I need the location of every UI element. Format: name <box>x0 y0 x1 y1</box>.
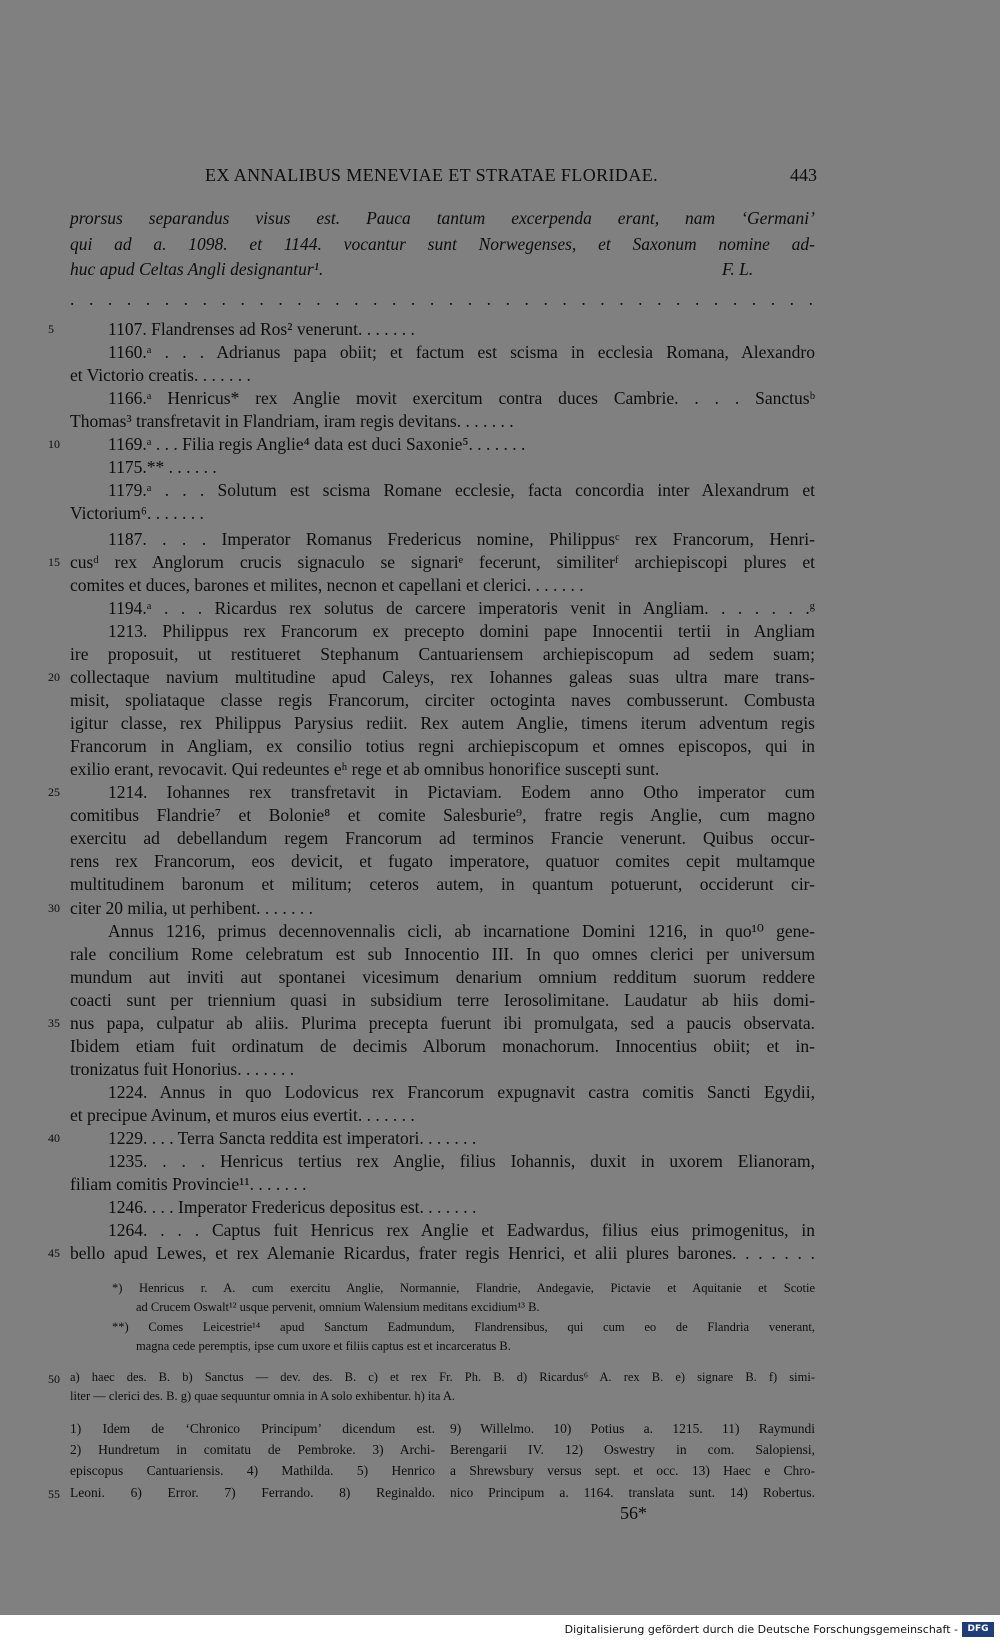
line-number: 30 <box>48 901 60 915</box>
footnote-left: episcopus Cantuariensis. 4) Mathilda. 5) Henrico <box>70 1463 435 1478</box>
dfg-logo-icon: DFG <box>962 1622 994 1637</box>
text-line: comites et duces, barones et milites, necnon et capellani et clerici. . . . . . . <box>70 575 584 595</box>
text-line: 1235. . . . Henricus tertius rex Anglie, filius Iohannis, duxit in uxorem Elianoram, <box>108 1151 815 1171</box>
text-line: mundum aut inviti aut spontanei vicesimum denarium omnium redditum suorum reddere <box>70 967 815 987</box>
line-number: 15 <box>48 555 60 569</box>
footnote-right: a Shrewsbury versus sept. et occ. 13) Haec e Chro- <box>450 1463 815 1478</box>
text-line: 1214. Iohannes rex transfretavit in Pictaviam. Eodem anno Otho imperator cum <box>108 782 815 802</box>
intro-line: prorsus separandus visus est. Pauca tantum excerpenda erant, nam ‘Germani’ <box>70 208 815 228</box>
text-line: 1224. Annus in quo Lodovicus rex Francorum expugnavit castra comitis Sancti Egydii, <box>108 1082 815 1102</box>
text-line: Victorium⁶. . . . . . . <box>70 503 204 523</box>
text-line: et Victorio creatis. . . . . . . <box>70 365 251 385</box>
text-line: ire proposuit, ut restitueret Stephanum Cantuariensem archiepiscopum ad sedem suam; <box>70 644 815 664</box>
footnote-left: 1) Idem de ‘Chronico Principum’ dicendum est. <box>70 1421 435 1436</box>
variant-note: a) haec des. B. b) Sanctus — dev. des. B. c) et rex Fr. Ph. B. d) Ricardus⁶ A. rex B. e) signare B. f) simi- <box>70 1370 815 1384</box>
text-line: 1213. Philippus rex Francorum ex precepto domini pape Innocentii tertii in Angliam <box>108 621 815 641</box>
text-line: exilio erant, revocavit. Qui redeuntes eʰ rege et ab omnibus honorifice suscepti sunt. <box>70 759 660 779</box>
footnote-right: nico Principum a. 1164. translata sunt. 14) Robertus. <box>450 1485 815 1500</box>
header-title: EX ANNALIBUS MENEVIAE ET STRATAE FLORIDAE. <box>205 165 659 185</box>
omission-dots: . . . . . . . . . . . . . . . . . . . . . . . . . . . . . . . . . . . . . . . . <box>70 289 815 309</box>
digitization-footer <box>0 1615 1000 1645</box>
text-line: comitibus Flandrie⁷ et Bolonie⁸ et comite Salesburie⁹, fratre regis Anglie, cum magno <box>70 805 815 825</box>
text-line: citer 20 milia, ut perhibent. . . . . . . <box>70 898 314 918</box>
text-line: et precipue Avinum, et muros eius evertit. . . . . . . <box>70 1105 415 1125</box>
intro-line: huc apud Celtas Angli designantur¹. <box>70 259 324 279</box>
star-note: **) Comes Leicestrie¹⁴ apud Sanctum Eadmundum, Flandrensibus, qui cum eo de Flandria venerant, <box>112 1320 815 1334</box>
intro-signature: F. L. <box>722 259 754 279</box>
text-line: 1246. . . . Imperator Fredericus depositus est. . . . . . . <box>108 1197 477 1217</box>
footer-text: Digitalisierung gefördert durch die Deutsche Forschungsgemeinschaft - <box>564 1623 958 1636</box>
text-line: cusᵈ rex Anglorum crucis signaculo se signariᵉ fecerunt, similiterᶠ archiepiscopi plures et <box>70 552 815 572</box>
star-note: *) Henricus r. A. cum exercitu Anglie, Normannie, Flandrie, Andegavie, Pictavie et Aquitanie et Scotie <box>112 1281 815 1295</box>
intro-line: qui ad a. 1098. et 1144. vocantur sunt Norwegenses, et Saxonum nomine ad- <box>70 234 815 254</box>
text-line: 1264. . . . Captus fuit Henricus rex Anglie et Eadwardus, filius eius primogenitus, in <box>108 1220 815 1240</box>
line-number: 45 <box>48 1246 60 1260</box>
line-number: 55 <box>48 1487 60 1501</box>
text-line: misit, spoliataque classe regis Francorum, circiter octoginta naves combusserunt. Combusta <box>70 690 815 710</box>
text-line: Thomas³ transfretavit in Flandriam, iram regis devitans. . . . . . . <box>70 411 514 431</box>
line-number: 40 <box>48 1131 60 1145</box>
text-line: 1166.ᵃ Henricus* rex Anglie movit exercitum contra duces Cambrie. . . . Sanctusᵇ <box>108 388 815 408</box>
line-number: 35 <box>48 1016 60 1030</box>
line-number: 10 <box>48 437 60 451</box>
star-note: magna cede peremptis, ipse cum uxore et filiis captus est et incarceratus B. <box>136 1339 511 1353</box>
text-line: rens rex Francorum, eos devicit, et fugato imperatore, quatuor comites cepit multamque <box>70 851 815 871</box>
line-number: 5 <box>48 322 54 336</box>
footnote-right: 9) Willelmo. 10) Potius a. 1215. 11) Raymundi <box>450 1421 815 1436</box>
text-line: rale concilium Rome celebratum est sub Innocentio III. In quo omnes clerici per universum <box>70 944 815 964</box>
running-header <box>205 165 817 189</box>
text-line: 1179.ᵃ . . . Solutum est scisma Romane ecclesie, facta concordia inter Alexandrum et <box>108 480 815 500</box>
footnote-right: Berengarii IV. 12) Oswestry in com. Salopiensi, <box>450 1442 815 1457</box>
text-line: 1175.** . . . . . . <box>108 457 217 477</box>
text-line: bello apud Lewes, et rex Alemanie Ricardus, frater regis Henrici, et alii plures barones. . . . . . . <box>70 1243 815 1263</box>
text-line: 1107. Flandrenses ad Ros² venerunt. . . . . . . <box>108 319 415 339</box>
text-line: Francorum in Angliam, ex consilio totius regni archiepiscopum et omnes episcopos, qui in <box>70 736 815 756</box>
text-line: tronizatus fuit Honorius. . . . . . . <box>70 1059 295 1079</box>
text-line: multitudinem baronum et militum; ceteros autem, in quantum potuerunt, occiderunt cir- <box>70 874 815 894</box>
text-line: Ibidem etiam fuit ordinatum de decimis Alborum monachorum. Innocentius obiit; et in- <box>70 1036 815 1056</box>
text-line: exercitu ad debellandum regem Francorum ad terminos Francie venerunt. Quibus occur- <box>70 828 815 848</box>
star-note: ad Crucem Oswalt¹² usque pervenit, omnium Walensium meditans excidium¹³ B. <box>136 1300 540 1314</box>
text-line: 1169.ᵃ . . . Filia regis Anglie⁴ data est duci Saxonie⁵. . . . . . . <box>108 434 526 454</box>
text-line: 1160.ᵃ . . . Adrianus papa obiit; et factum est scisma in ecclesia Romana, Alexandro <box>108 342 815 362</box>
text-line: 1229. . . . Terra Sancta reddita est imperatori. . . . . . . <box>108 1128 477 1148</box>
line-number: 20 <box>48 670 60 684</box>
line-number: 25 <box>48 785 60 799</box>
variant-note: liter — clerici des. B. g) quae sequuntur omnia in A solo exhibentur. h) ita A. <box>70 1389 455 1403</box>
text-line: collectaque navium multitudine apud Caleys, rex Iohannes galeas suas ultra mare trans- <box>70 667 815 687</box>
text-line: igitur classe, rex Philippus Parysius rediit. Rex autem Anglie, timens iterum adventum regis <box>70 713 815 733</box>
footnote-left: 2) Hundretum in comitatu de Pembroke. 3) Archi- <box>70 1442 435 1457</box>
line-number: 50 <box>48 1372 60 1386</box>
text-line: nus papa, culpatur ab aliis. Plurima precepta fuerunt ibi promulgata, sed a paucis observata. <box>70 1013 815 1033</box>
text-line: filiam comitis Provincie¹¹. . . . . . . <box>70 1174 307 1194</box>
text-line: 1187. . . . Imperator Romanus Fredericus nomine, Philippusᶜ rex Francorum, Henri- <box>108 529 815 549</box>
text-line: Annus 1216, primus decennovennalis cicli, ab incarnatione Domini 1216, in quo¹⁰ gene- <box>108 921 815 941</box>
signature-mark: 56* <box>620 1503 647 1523</box>
page-number: 443 <box>790 165 817 185</box>
footnote-left: Leoni. 6) Error. 7) Ferrando. 8) Reginaldo. <box>70 1485 435 1500</box>
text-line: coacti sunt per triennium quasi in subsidium terre Ierosolimitane. Laudatur ab hiis domi- <box>70 990 815 1010</box>
text-line: 1194.ᵃ . . . Ricardus rex solutus de carcere imperatoris venit in Angliam. . . . . . .ᵍ <box>108 598 815 618</box>
